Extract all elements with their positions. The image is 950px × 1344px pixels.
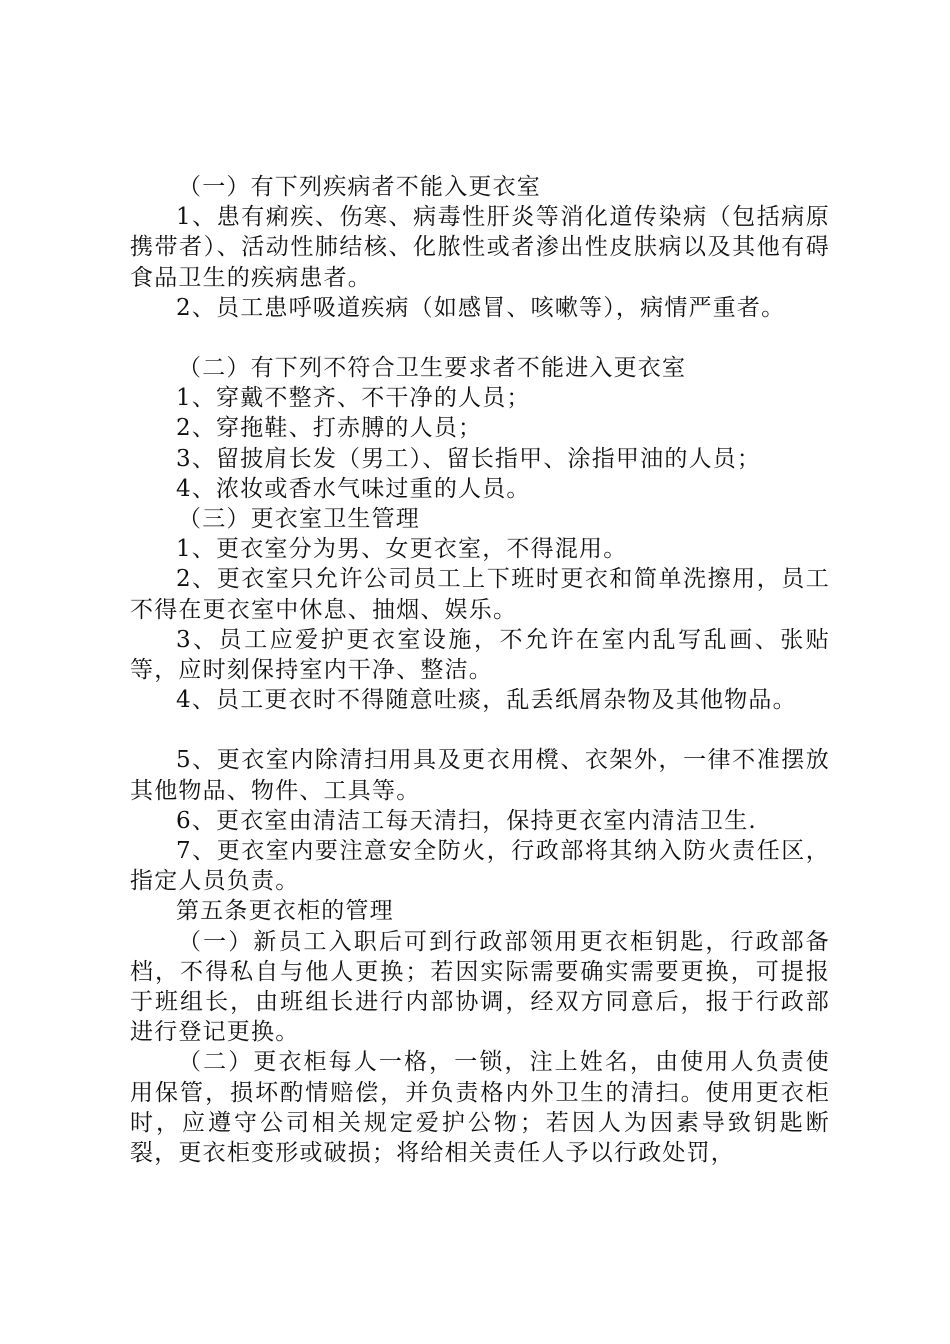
paragraph: 2、员工患呼吸道疾病（如感冒、咳嗽等），病情严重者。 — [176, 294, 786, 321]
section-heading-2: （二）有下列不符合卫生要求者不能进入更衣室 — [178, 355, 687, 382]
paragraph: 2、更衣室只允许公司员工上下班时更衣和简单洗擦用，员工不得在更衣室中休息、抽烟、娱乐。 — [130, 566, 830, 623]
article-heading: 第五条更衣柜的管理 — [176, 898, 394, 925]
paragraph: （一）新员工入职后可到行政部领用更衣柜钥匙，行政部备档，不得私自与他人更换；若因实际需要确实需要更换，可提报于班组长，由班组长进行内部协调，经双方同意后，报于行政部进行登记更换。 — [130, 928, 830, 1046]
paragraph: 7、更衣室内要注意安全防火，行政部将其纳入防火责任区，指定人员负责。 — [130, 838, 830, 895]
paragraph: 4、员工更衣时不得随意吐痰，乱丢纸屑杂物及其他物品。 — [176, 687, 797, 714]
paragraph: 1、更衣室分为男、女更衣室，不得混用。 — [176, 536, 628, 563]
paragraph: 3、留披肩长发（男工）、留长指甲、涂指甲油的人员； — [176, 445, 762, 472]
paragraph: 1、穿戴不整齐、不干净的人员； — [176, 385, 531, 412]
paragraph: 2、穿拖鞋、打赤膊的人员； — [176, 415, 483, 442]
document-body — [130, 172, 830, 1168]
paragraph: 3、员工应爱护更衣室设施，不允许在室内乱写乱画、张贴等，应时刻保持室内干净、整洁。 — [130, 626, 830, 684]
section-heading-1: （一）有下列疾病者不能入更衣室 — [178, 174, 541, 200]
paragraph: （二）更衣柜每人一格，一锁，注上姓名，由使用人负责使用保管，损坏酌情赔偿，并负责格内外卫生的清扫。使用更衣柜时，应遵守公司相关规定爱护公物；若因人为因素导致钥匙断裂，更衣柜变形或破损；将给相关责任人予以行政处罚， — [130, 1049, 830, 1167]
paragraph: 5、更衣室内除清扫用具及更衣用櫈、衣架外，一律不准摆放其他物品、物件、工具等。 — [130, 747, 830, 804]
paragraph: 1、患有痢疾、伤寒、病毒性肝炎等消化道传染病（包括病原携带者）、活动性肺结核、化脓性或者渗出性皮肤病以及其他有碍食品卫生的疾病患者。 — [130, 204, 830, 291]
paragraph: 4、浓妆或香水气味过重的人员。 — [176, 475, 531, 502]
paragraph: 6、更衣室由清洁工每天清扫，保持更衣室内清洁卫生. — [176, 807, 757, 834]
section-heading-3: （三）更衣室卫生管理 — [178, 506, 420, 533]
